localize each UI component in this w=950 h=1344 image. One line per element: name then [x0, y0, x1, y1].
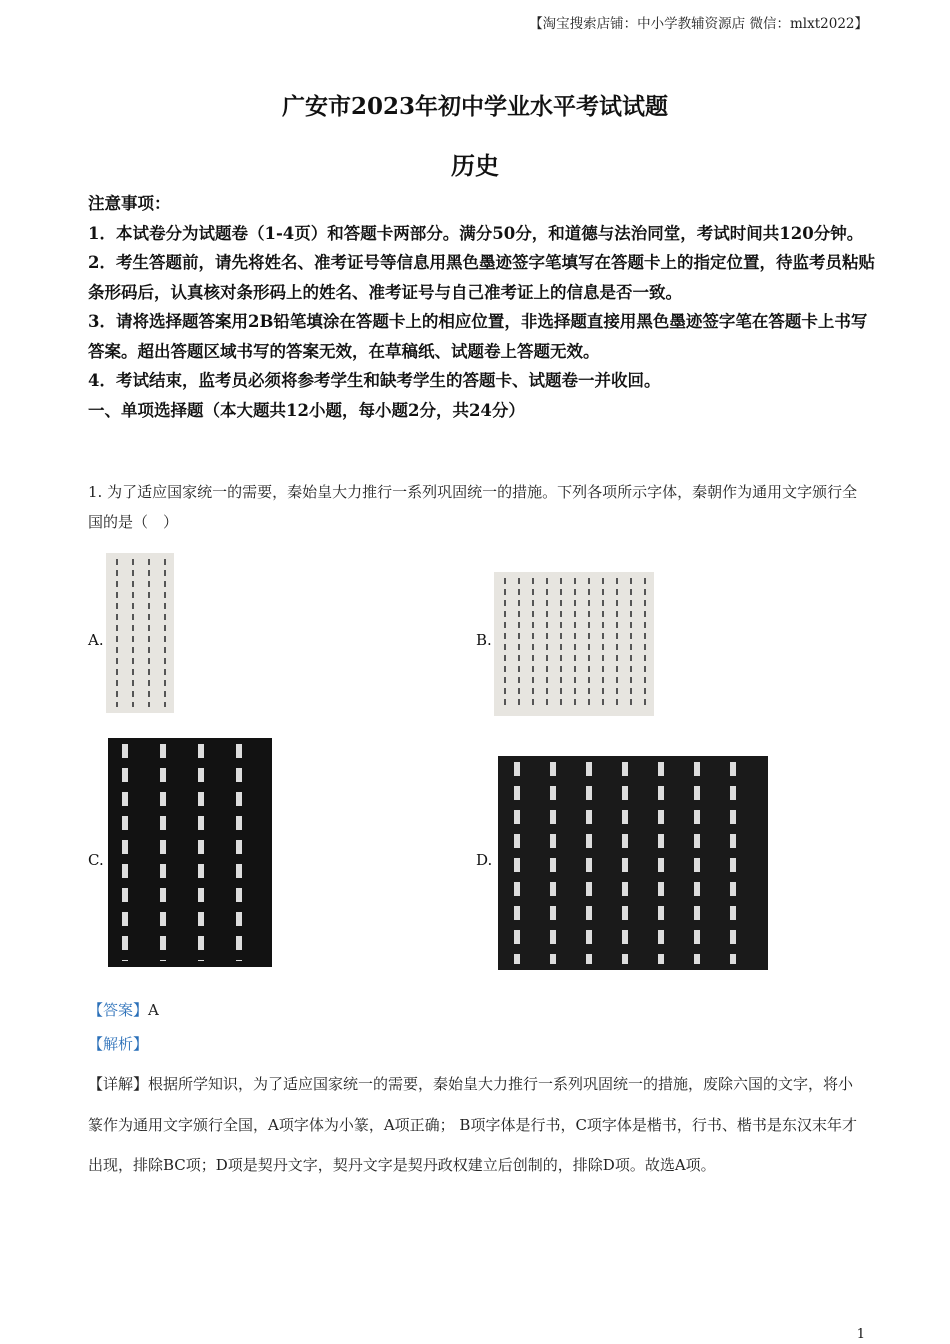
- section-heading: 一、单项选择题（本大题共12小题，每小题2分，共24分）: [88, 400, 525, 420]
- notice-heading: 注意事项：: [88, 194, 171, 213]
- detail-paragraph: [88, 1064, 868, 1186]
- running-script-image: [494, 572, 654, 716]
- option-d-label: D.: [476, 851, 493, 869]
- page-number: 1: [856, 1327, 865, 1342]
- detail-tag: 【详解】: [88, 1075, 149, 1093]
- answer-line: [88, 995, 868, 1025]
- exam-title: 广安市2023年初中学业水平考试试题: [281, 93, 668, 120]
- header-note: 【淘宝搜索店铺：中小学教辅资源店 微信：mlxt2022】: [529, 16, 868, 32]
- answer-tag: 【答案】: [88, 1001, 149, 1019]
- answer-value: A: [148, 1001, 159, 1019]
- option-c-label: C.: [88, 851, 104, 869]
- option-b-label: B.: [476, 631, 492, 649]
- analysis-tag: 【解析】: [88, 1035, 149, 1053]
- khitan-script-rubbing-image: [498, 756, 768, 970]
- notices-block: [88, 189, 878, 425]
- notice-item: 3．请将选择题答案用2B铅笔填涂在答题卡上的相应位置，非选择题直接用黑色墨迹签字笔在答题卡上书写答案。超出答题区域书写的答案无效，在草稿纸、试题卷上答题无效。: [88, 312, 868, 361]
- notice-item: 4．考试结束，监考员必须将参考学生和缺考学生的答题卡、试题卷一并收回。: [88, 371, 661, 390]
- small-seal-script-image: [106, 553, 174, 713]
- notice-item: 2．考生答题前，请先将姓名、准考证号等信息用黑色墨迹签字笔填写在答题卡上的指定位置，待监考员粘贴条形码后，认真核对条形码上的姓名、准考证号与自己准考证上的信息是否一致。: [88, 253, 875, 302]
- subject-title: 历史: [451, 151, 499, 180]
- notice-item: 1．本试卷分为试题卷（1-4页）和答题卡两部分。满分50分，和道德与法治同堂，考试时间共120分钟。: [88, 223, 864, 243]
- regular-script-rubbing-image: [108, 738, 272, 967]
- option-a-label: A.: [88, 631, 104, 649]
- detail-text: 根据所学知识，为了适应国家统一的需要，秦始皇大力推行一系列巩固统一的措施，废除六国的文字，将小篆作为通用文字颁行全国，A项字体为小篆，A项正确； B项字体是行书，C项字体是楷书，行书、楷书是东汉末年才出现，排除BC项；D项是契丹文字，契丹文字是契丹政权建立后创制的，排除D项。故选A项。: [88, 1075, 857, 1174]
- question-stem: 1. 为了适应国家统一的需要，秦始皇大力推行一系列巩固统一的措施。下列各项所示字体，秦朝作为通用文字颁行全国的是（ ）: [88, 483, 858, 531]
